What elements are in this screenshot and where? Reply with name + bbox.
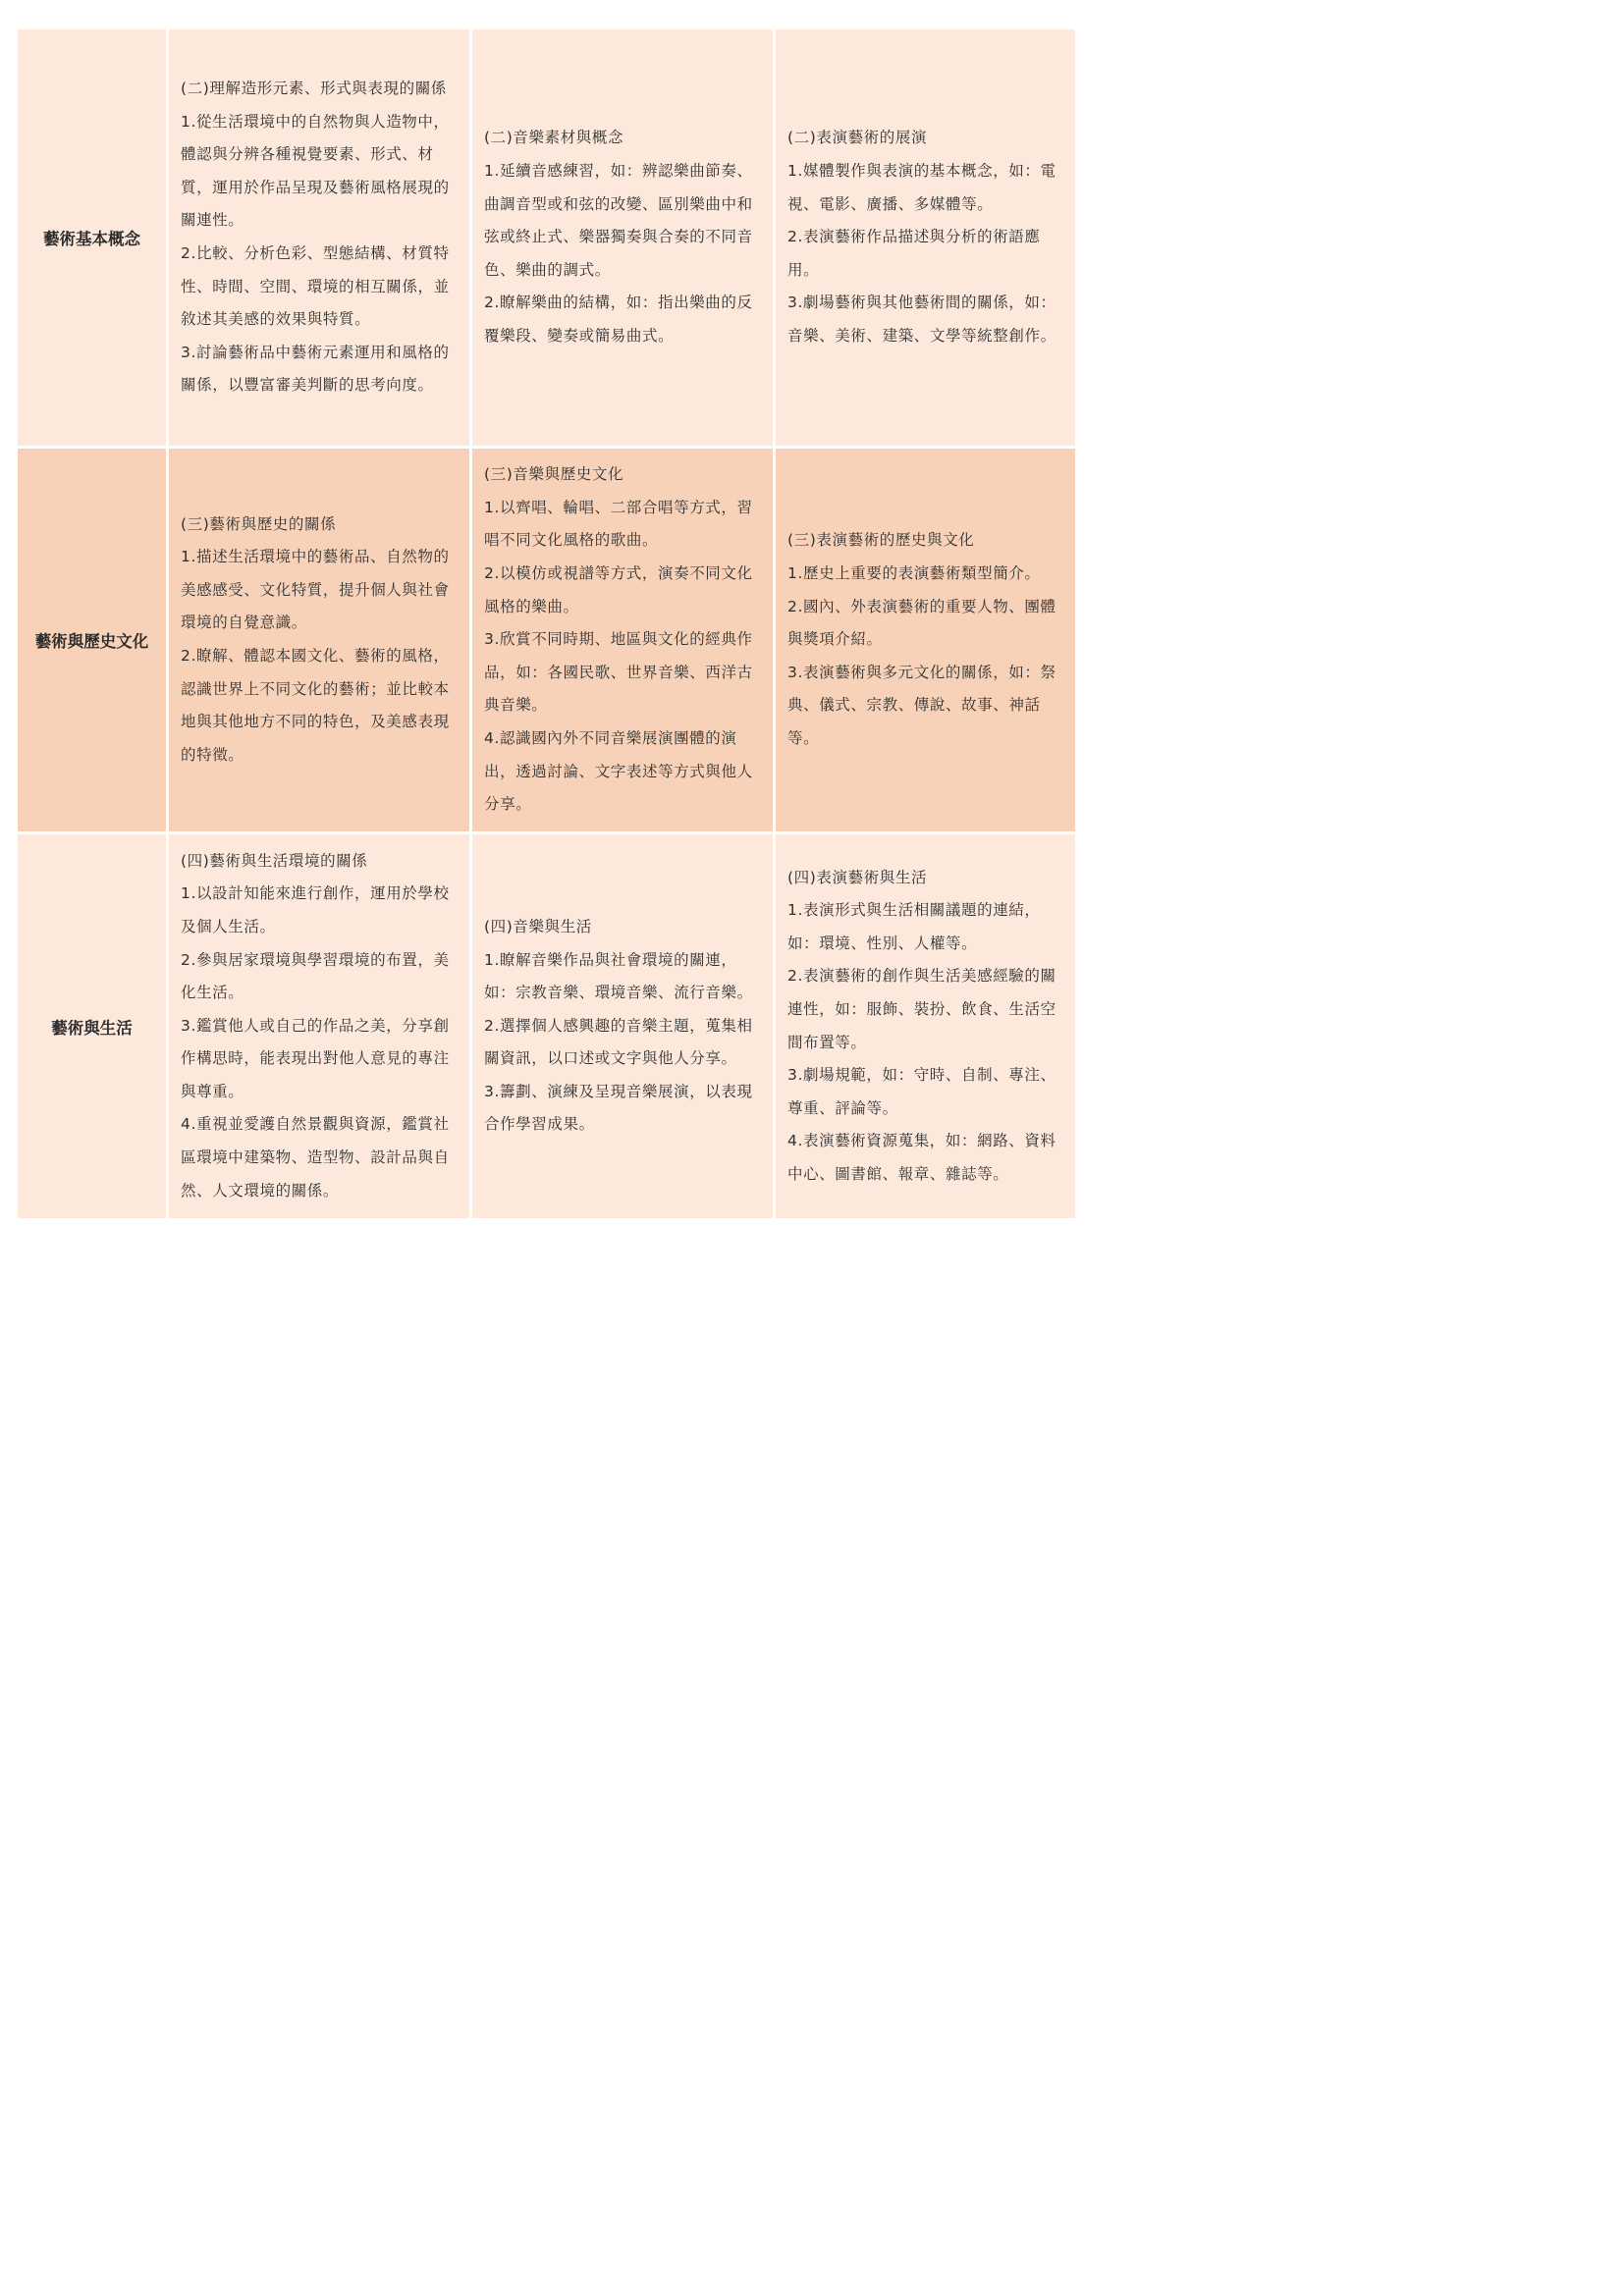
content-cell: [775, 28, 1077, 448]
cell-item: 3.討論藝術品中藝術元素運用和風格的關係，以豐富審美判斷的思考向度。: [181, 343, 450, 395]
cell-heading: (二)表演藝術的展演: [787, 129, 928, 147]
table-row: [17, 833, 1077, 1220]
category-cell: 藝術與歷史文化: [17, 448, 168, 833]
cell-item: 1.以齊唱、輪唱、二部合唱等方式，習唱不同文化風格的歌曲。: [484, 498, 753, 550]
cell-item: 1.瞭解音樂作品與社會環境的關連，如：宗教音樂、環境音樂、流行音樂。: [484, 950, 753, 1002]
cell-item: 1.以設計知能來進行創作，運用於學校及個人生活。: [181, 884, 450, 935]
cell-heading: (三)表演藝術的歷史與文化: [787, 531, 975, 550]
content-cell: [471, 833, 775, 1220]
cell-item: 3.籌劃、演練及呈現音樂展演，以表現合作學習成果。: [484, 1082, 753, 1134]
cell-item: 2.表演藝術的創作與生活美感經驗的關連性，如：服飾、裝扮、飲食、生活空間布置等。: [787, 967, 1056, 1051]
cell-item: 1.從生活環境中的自然物與人造物中，體認與分辨各種視覺要素、形式、材質，運用於作品呈現及藝術風格展現的關連性。: [181, 112, 450, 230]
cell-item: 1.表演形式與生活相關議題的連結，如：環境、性別、人權等。: [787, 901, 1041, 952]
cell-item: 2.國內、外表演藝術的重要人物、團體與獎項介紹。: [787, 597, 1056, 649]
cell-item: 1.歷史上重要的表演藝術類型簡介。: [787, 564, 1041, 583]
cell-heading: (三)藝術與歷史的關係: [181, 514, 337, 533]
cell-item: 3.欣賞不同時期、地區與文化的經典作品，如：各國民歌、世界音樂、西洋古典音樂。: [484, 630, 753, 715]
cell-heading: (三)音樂與歷史文化: [484, 465, 624, 484]
cell-item: 4.重視並愛護自然景觀與資源，鑑賞社區環境中建築物、造型物、設計品與自然、人文環境的關係。: [181, 1115, 450, 1200]
cell-item: 1.描述生活環境中的藝術品、自然物的美感感受、文化特質，提升個人與社會環境的自覺意識。: [181, 548, 450, 632]
cell-item: 2.瞭解樂曲的結構，如：指出樂曲的反覆樂段、變奏或簡易曲式。: [484, 294, 753, 345]
cell-item: 2.表演藝術作品描述與分析的術語應用。: [787, 228, 1041, 279]
content-cell: [168, 28, 471, 448]
curriculum-table: [15, 27, 1078, 1221]
cell-heading: (二)音樂素材與概念: [484, 129, 624, 147]
cell-item: 4.表演藝術資源蒐集，如：網路、資料中心、圖書館、報章、雜誌等。: [787, 1132, 1056, 1183]
cell-item: 2.以模仿或視譜等方式，演奏不同文化風格的樂曲。: [484, 564, 753, 615]
cell-item: 3.劇場藝術與其他藝術間的關係，如：音樂、美術、建築、文學等統整創作。: [787, 294, 1056, 345]
cell-item: 1.延續音感練習，如：辨認樂曲節奏、曲調音型或和弦的改變、區別樂曲中和弦或終止式、樂器獨奏與合奏的不同音色、樂曲的調式。: [484, 162, 753, 279]
cell-item: 1.媒體製作與表演的基本概念，如：電視、電影、廣播、多媒體等。: [787, 162, 1056, 213]
content-cell: [168, 448, 471, 833]
cell-item: 4.認識國內外不同音樂展演團體的演出，透過討論、文字表述等方式與他人分享。: [484, 728, 753, 814]
content-cell: [168, 833, 471, 1220]
content-cell: [775, 448, 1077, 833]
cell-item: 3.劇場規範，如：守時、自制、專注、尊重、評論等。: [787, 1066, 1056, 1117]
table-row: [17, 28, 1077, 448]
table-row: [17, 448, 1077, 833]
cell-item: 2.選擇個人感興趣的音樂主題，蒐集相關資訊，以口述或文字與他人分享。: [484, 1016, 753, 1068]
cell-item: 2.比較、分析色彩、型態結構、材質特性、時間、空間、環境的相互關係，並敘述其美感的效果與特質。: [181, 244, 450, 329]
cell-heading: (四)表演藝術與生活: [787, 868, 928, 886]
cell-item: 2.參與居家環境與學習環境的布置，美化生活。: [181, 950, 450, 1002]
cell-item: 3.表演藝術與多元文化的關係，如：祭典、儀式、宗教、傳說、故事、神話等。: [787, 663, 1056, 747]
category-cell: 藝術基本概念: [17, 28, 168, 448]
cell-item: 3.鑑賞他人或自己的作品之美，分享創作構思時，能表現出對他人意見的專注與尊重。: [181, 1016, 450, 1100]
cell-heading: (二)理解造形元素、形式與表現的關係: [181, 80, 447, 98]
content-cell: [775, 833, 1077, 1220]
cell-heading: (四)音樂與生活: [484, 917, 592, 935]
content-cell: [471, 28, 775, 448]
cell-item: 2.瞭解、體認本國文化、藝術的風格，認識世界上不同文化的藝術；並比較本地與其他地方不同的特色，及美感表現的特徵。: [181, 647, 450, 764]
category-cell: 藝術與生活: [17, 833, 168, 1220]
content-cell: [471, 448, 775, 833]
cell-heading: (四)藝術與生活環境的關係: [181, 851, 368, 870]
